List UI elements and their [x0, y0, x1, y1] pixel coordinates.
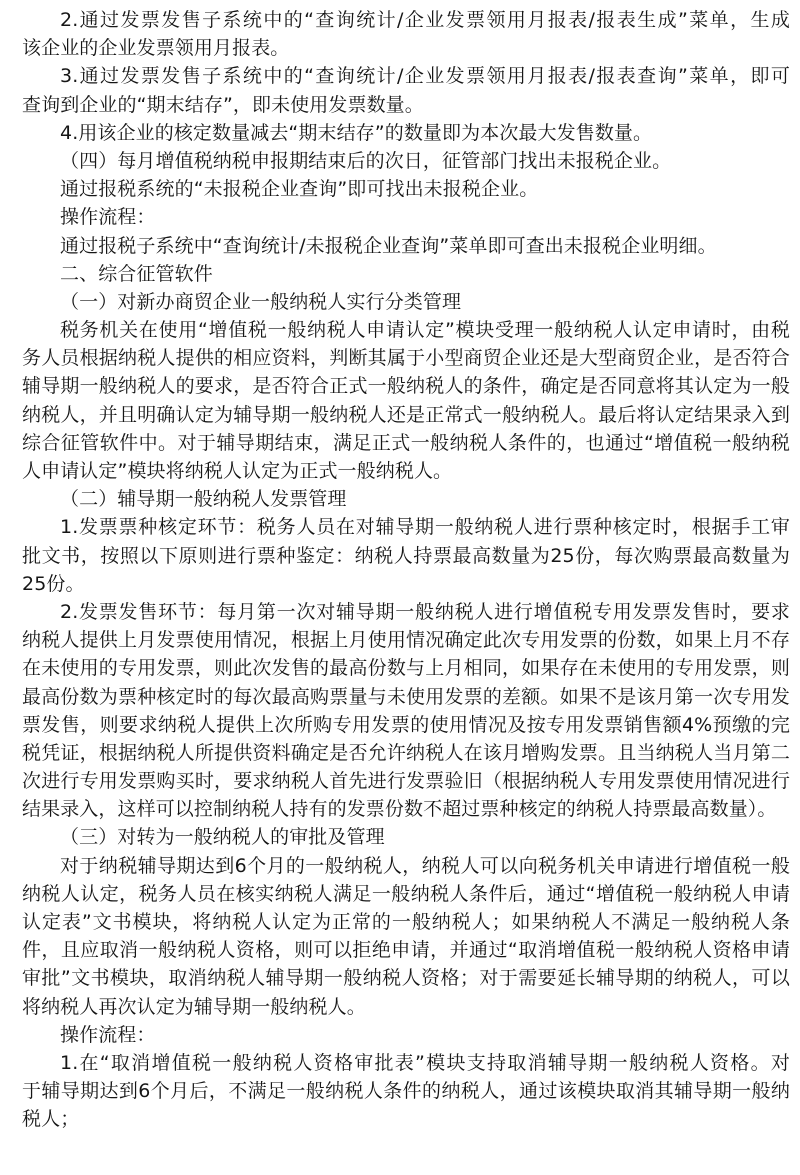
text-line: （三）对转为一般纳税人的审批及管理	[60, 826, 385, 849]
text-line: 辅导期一般纳税人的要求，是否符合正式一般纳税人的条件，确定是否同意将其认定为一般	[22, 375, 790, 398]
text-line: 2.发票发售环节：每月第一次对辅导期一般纳税人进行增值税专用发票发售时，要求	[60, 600, 790, 623]
text-line: 查询到企业的“期末结存”，即未使用发票数量。	[22, 93, 424, 116]
text-line: 综合征管软件中。对于辅导期结束，满足正式一般纳税人条件的，也通过“增值税一般纳税	[22, 431, 790, 454]
text-line: 4.用该企业的核定数量减去“期末结存”的数量即为本次最大发售数量。	[60, 121, 653, 144]
text-line: 批文书，按照以下原则进行票种鉴定：纳税人持票最高数量为25份，每次购票最高数量为	[22, 544, 790, 567]
text-line: 25份。	[22, 572, 85, 595]
text-line: 3.通过发票发售子系统中的“查询统计/企业发票领用月报表/报表查询”菜单，即可	[60, 65, 790, 88]
text-line: 操作流程：	[60, 1023, 156, 1046]
text-line: 次进行专用发票购买时，要求纳税人首先进行发票验旧（根据纳税人专用发票使用情况进行	[22, 770, 790, 793]
text-line: 审批”文书模块，取消纳税人辅导期一般纳税人资格；对于需要延长辅导期的纳税人，可以	[22, 967, 790, 990]
text-line: 人申请认定”模块将纳税人认定为正式一般纳税人。	[22, 460, 453, 482]
text-line: 在未使用的专用发票，则此次发售的最高份数与上月相同，如果存在未使用的专用发票，则	[22, 657, 790, 680]
text-line: 税人；	[22, 1108, 80, 1131]
text-line: 税凭证，根据纳税人所提供资料确定是否允许纳税人在该月增购发票。且当纳税人当月第二	[22, 741, 790, 764]
text-line: 件，且应取消一般纳税人资格，则可以拒绝申请，并通过“取消增值税一般纳税人资格申请	[22, 939, 790, 962]
text-line: 务人员根据纳税人提供的相应资料，判断其属于小型商贸企业还是大型商贸企业，是否符合	[22, 347, 790, 370]
text-line: 认定表”文书模块，将纳税人认定为正常的一般纳税人；如果纳税人不满足一般纳税人条	[22, 911, 790, 933]
text-line: （二）辅导期一般纳税人发票管理	[60, 488, 347, 511]
text-line: 1.发票票种核定环节：税务人员在对辅导期一般纳税人进行票种核定时，根据手工审	[60, 516, 790, 539]
text-line: 纳税人提供上月发票使用情况，根据上月使用情况确定此次专用发票的份数，如果上月不存	[22, 629, 790, 652]
text-line: 对于纳税辅导期达到6个月的一般纳税人，纳税人可以向税务机关申请进行增值税一般	[60, 854, 790, 877]
text-line: 结果录入，这样可以控制纳税人持有的发票份数不超过票种核定的纳税人持票最高数量）。	[22, 798, 777, 821]
text-line: （四）每月增值税纳税申报期结束后的次日，征管部门找出未报税企业。	[60, 149, 672, 172]
text-line: 通过报税子系统中“查询统计/未报税企业查询”菜单即可查出未报税企业明细。	[60, 234, 717, 257]
text-line: 1.在“取消增值税一般纳税人资格审批表”模块支持取消辅导期一般纳税人资格。对	[60, 1051, 790, 1074]
text-line: （一）对新办商贸企业一般纳税人实行分类管理	[60, 290, 462, 313]
text-line: 纳税人，并且明确认定为辅导期一般纳税人还是正常式一般纳税人。最后将认定结果录入到	[22, 403, 790, 426]
text-line: 最高份数为票种核定时的每次最高购票量与未使用发票的差额。如果不是该月第一次专用发	[22, 685, 790, 708]
text-line: 票发售，则要求纳税人提供上次所购专用发票的使用情况及按专用发票销售额4%预缴的完	[22, 713, 790, 736]
text-line: 该企业的企业发票领用月报表。	[22, 37, 290, 60]
text-line: 二、综合征管软件	[60, 262, 213, 285]
text-line: 通过报税系统的“未报税企业查询”即可找出未报税企业。	[60, 178, 539, 201]
text-line: 2.通过发票发售子系统中的“查询统计/企业发票领用月报表/报表生成”菜单，生成	[60, 9, 790, 31]
text-line: 纳税人认定，税务人员在核实纳税人满足一般纳税人条件后，通过“增值税一般纳税人申请	[22, 882, 790, 905]
text-line: 操作流程：	[60, 206, 156, 229]
text-line: 于辅导期达到6个月后，不满足一般纳税人条件的纳税人，通过该模块取消其辅导期一般纳	[22, 1080, 790, 1103]
text-line: 将纳税人再次认定为辅导期一般纳税人。	[22, 995, 366, 1018]
text-line: 税务机关在使用“增值税一般纳税人申请认定”模块受理一般纳税人认定申请时，由税	[60, 319, 790, 342]
